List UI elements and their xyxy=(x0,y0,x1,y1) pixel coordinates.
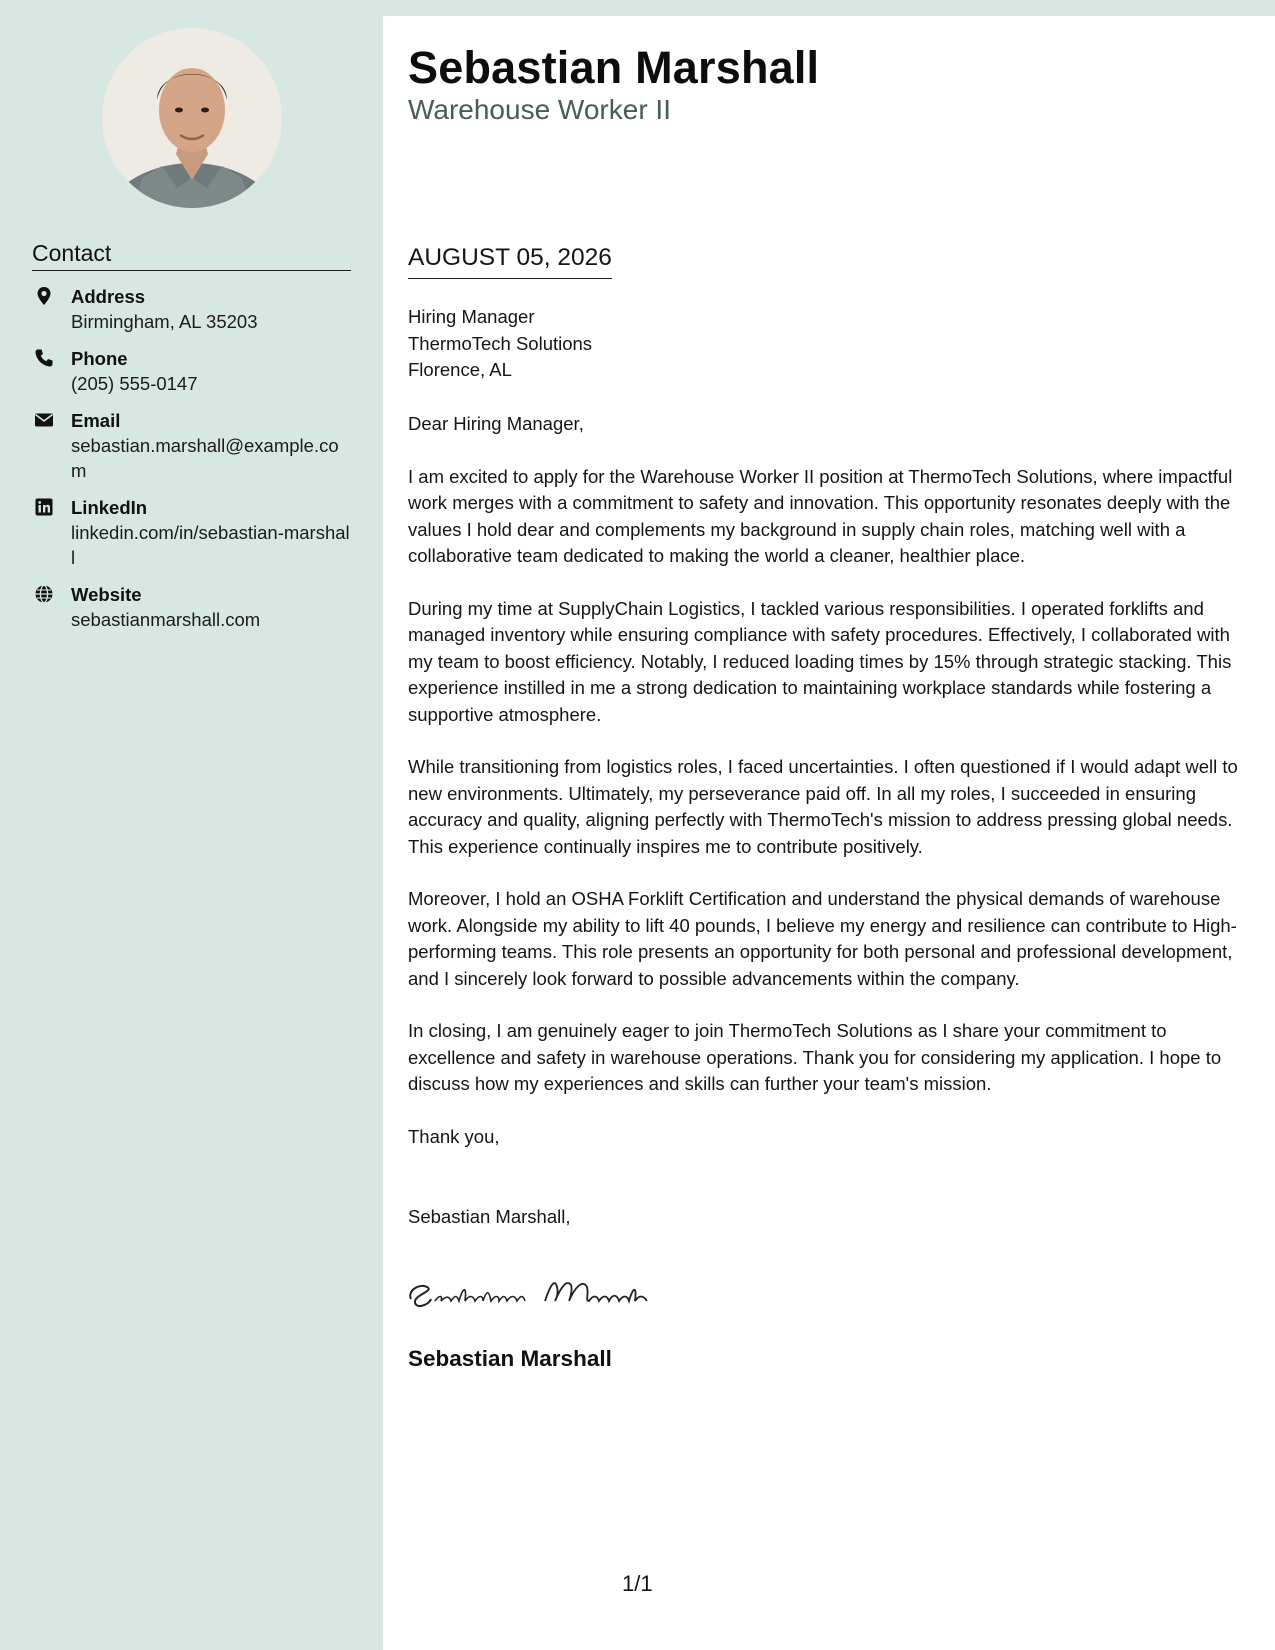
linkedin-icon xyxy=(34,497,54,517)
address-value: Birmingham, AL 35203 xyxy=(71,311,258,332)
body-paragraph: During my time at SupplyChain Logistics, I tackled various responsibilities. I operated forklifts and managed inventory while ensuring compliance with safety procedures. Effectively, I collaborated with my team to boost efficiency. Notably, I reduced loading times by 15% through strategic stacking. This experience instilled in me a strong dedication to maintaining workplace standards while fostering a supportive atmosphere. xyxy=(408,597,1232,725)
page-number: 1/1 xyxy=(622,1571,653,1596)
body-paragraph: In closing, I am genuinely eager to join ThermoTech Solutions as I share your commitment to excellence and safety in warehouse operations. Thank you for considering my application. I hope to discuss how my experiences and skills can further your team's mission. xyxy=(408,1020,1222,1094)
recipient-line: ThermoTech Solutions xyxy=(408,332,593,354)
recipient-block xyxy=(408,304,592,384)
contact-label: LinkedIn xyxy=(71,497,148,518)
envelope-icon xyxy=(34,410,54,430)
linkedin-value[interactable]: linkedin.com/in/sebastian-marshall xyxy=(71,522,350,568)
handwritten-signature xyxy=(405,1261,655,1311)
printed-name: Sebastian Marshall xyxy=(408,1346,612,1371)
letter-body xyxy=(408,411,1256,1124)
website-value[interactable]: sebastianmarshall.com xyxy=(71,609,261,630)
contact-label: Email xyxy=(71,410,121,431)
email-value[interactable]: sebastian.marshall@example.com xyxy=(71,435,339,481)
body-paragraph: While transitioning from logistics roles, I faced uncertainties. I often questioned if I would adapt well to new environments. Ultimately, my perseverance paid off. In all my roles, I succeeded in ensuring accuracy and quality, aligning perfectly with ThermoTech's mission to address pressing global needs. This experience continually inspires me to contribute positively. xyxy=(408,756,1238,857)
contact-item-linkedin xyxy=(32,495,352,570)
contact-list xyxy=(32,284,352,644)
letter-page xyxy=(383,16,1275,1650)
globe-icon xyxy=(34,584,54,604)
body-paragraph: Moreover, I hold an OSHA Forklift Certification and understand the physical demands of warehouse work. Alongside my ability to lift 40 pounds, I believe my energy and resilience can contribute to High-performing teams. This role presents an opportunity for both personal and professional development, and I sincerely look forward to possible advancements within the company. xyxy=(408,888,1237,989)
signoff-name: Sebastian Marshall, xyxy=(408,1206,571,1227)
map-pin-icon xyxy=(34,286,54,306)
sidebar xyxy=(0,0,383,1650)
profile-photo xyxy=(102,28,282,208)
recipient-line: Florence, AL xyxy=(408,359,512,380)
body-paragraph: I am excited to apply for the Warehouse Worker II position at ThermoTech Solutions, where impactful work merges with a commitment to safety and innovation. This opportunity resonates deeply with the values I hold dear and complements my background in supply chain roles, matching well with a collaborative team dedicated to making the world a cleaner, healthier place. xyxy=(408,465,1233,566)
contact-item-email xyxy=(32,408,352,483)
contact-item-address xyxy=(32,284,352,334)
contact-label: Phone xyxy=(71,348,128,369)
applicant-name: Sebastian Marshall xyxy=(408,42,820,93)
contact-item-website xyxy=(32,582,352,632)
applicant-role: Warehouse Worker II xyxy=(408,94,671,125)
recipient-line: Hiring Manager xyxy=(408,306,535,327)
contact-heading: Contact xyxy=(32,240,351,271)
phone-icon xyxy=(34,348,54,368)
phone-value: (205) 555-0147 xyxy=(71,373,198,394)
contact-label: Website xyxy=(71,584,142,605)
contact-item-phone xyxy=(32,346,352,396)
contact-label: Address xyxy=(71,286,146,307)
closing-line: Thank you, xyxy=(408,1126,500,1147)
salutation: Dear Hiring Manager, xyxy=(408,413,584,434)
letter-date: AUGUST 05, 2026 xyxy=(408,244,612,279)
